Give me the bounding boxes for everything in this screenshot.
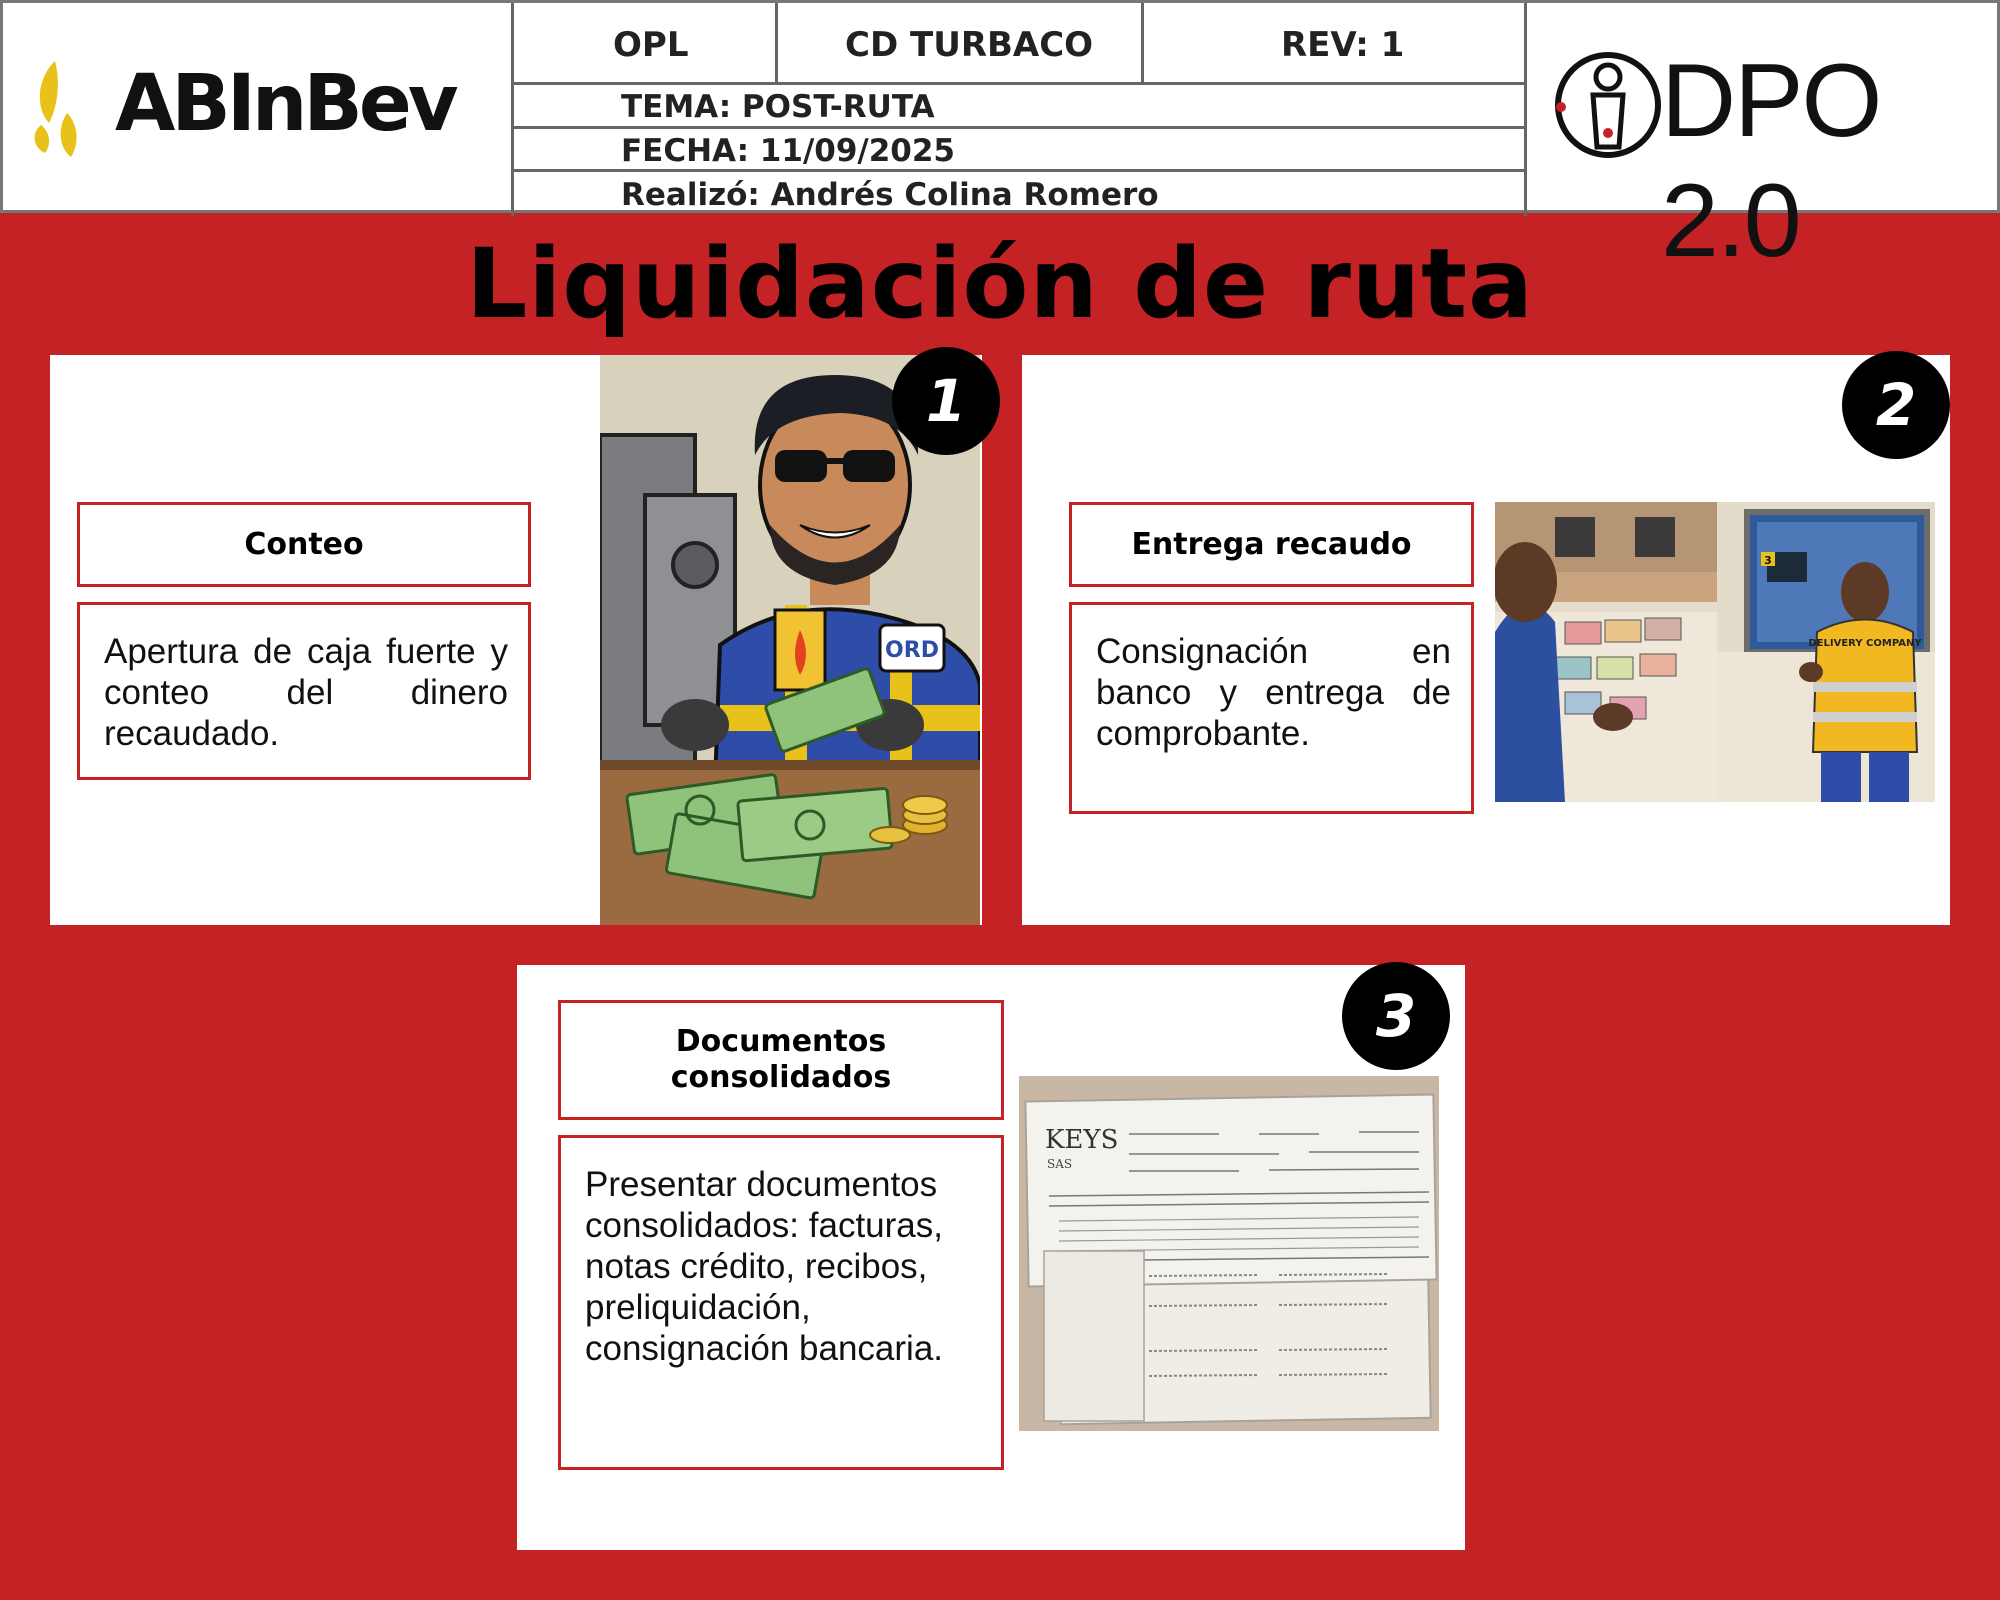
opl-cell: OPL <box>613 25 689 65</box>
realizo-row: Realizó: Andrés Colina Romero <box>621 177 1159 213</box>
step-label: Documentos consolidados <box>558 1000 1004 1120</box>
fecha-row: FECHA: 11/09/2025 <box>621 133 956 169</box>
step-label: Entrega recaudo <box>1069 502 1474 587</box>
step-card-2 <box>1022 355 1950 925</box>
bank-deposit-photo-2 <box>1717 502 1935 802</box>
rev-cell: REV: 1 <box>1281 25 1405 65</box>
window-number: 3 <box>1764 554 1772 567</box>
page-title: Liquidación de ruta <box>466 228 1534 340</box>
abinbev-sun-icon <box>27 53 117 163</box>
step-description: Apertura de caja fuerte y conteo del dinero recaudado. <box>77 602 531 780</box>
consolidated-documents-photo <box>1019 1076 1439 1431</box>
header-banner <box>0 0 2000 279</box>
cd-cell: CD TURBACO <box>845 25 1094 65</box>
step-label: Conteo <box>77 502 531 587</box>
dpo-person-icon <box>1553 35 1663 175</box>
bank-deposit-photo-1 <box>1495 502 1717 802</box>
shirt-badge-text: ORD <box>885 638 939 663</box>
brand-name: ABInBev <box>115 59 455 149</box>
step-card-3 <box>517 965 1465 1550</box>
vest-text: DELIVERY COMPANY <box>1808 638 1922 649</box>
doc-subtitle: SAS <box>1047 1157 1073 1171</box>
step-number-badge: 1 <box>892 347 1000 455</box>
tema-row: TEMA: POST-RUTA <box>621 89 935 125</box>
dpo-text: DPO 2.0 <box>1661 43 1881 279</box>
doc-brand: KEYS <box>1045 1125 1119 1155</box>
step-number-badge: 3 <box>1342 962 1450 1070</box>
step-description: Presentar documentos consolidados: facturas, notas crédito, recibos, preliquidación, consignación bancaria. <box>558 1135 1004 1470</box>
step-description: Consignación en banco y entrega de comprobante. <box>1069 602 1474 814</box>
dpo-logo <box>1553 31 1983 279</box>
step-card-1 <box>50 355 982 925</box>
step-number-badge: 2 <box>1842 351 1950 459</box>
abinbev-logo <box>27 53 467 163</box>
